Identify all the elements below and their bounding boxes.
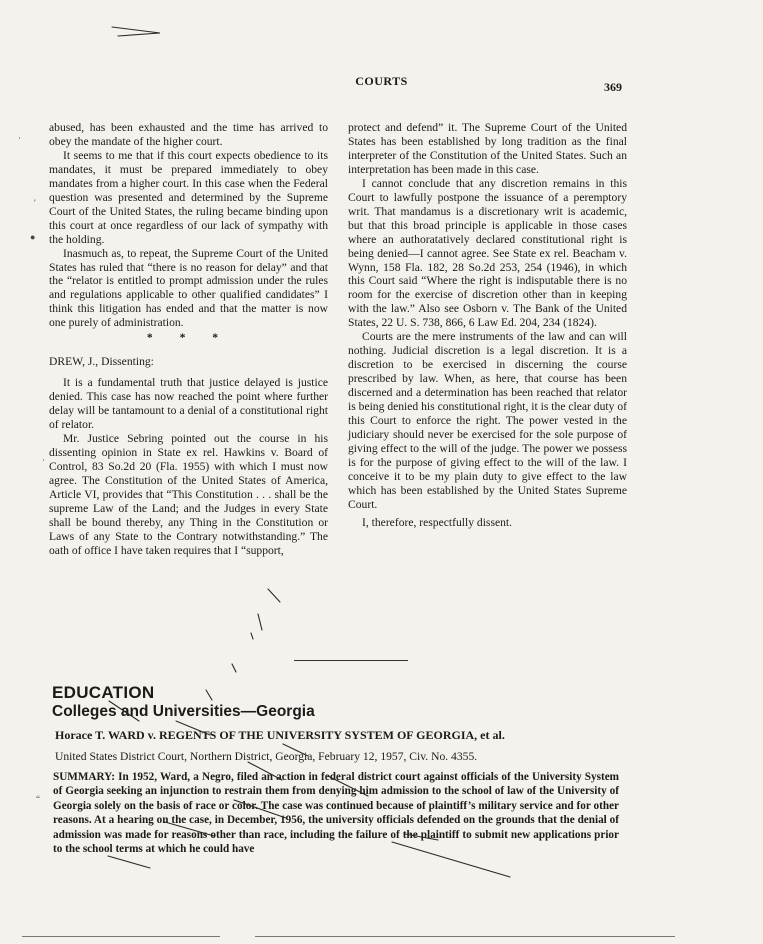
right-column bbox=[348, 121, 627, 530]
left-column bbox=[49, 121, 328, 558]
paragraph: It is a fundamental truth that justice delayed is justice denied. This case has now reached the point where further delay will be tantamount to a denial of a constitutional right of relator. bbox=[49, 376, 328, 432]
scan-speck: ● bbox=[30, 232, 36, 242]
case-summary bbox=[53, 770, 619, 856]
paragraph: Inasmuch as, to repeat, the Supreme Court of the United States has ruled that “there is no reason for delay” and that the “relator is entitled to prompt admission under the rules and regulations applicable to other qualified candidates” I think this litigation has ended and that the matter is now one purely of administration. bbox=[49, 246, 328, 330]
section-break-asterisks: * * * bbox=[146, 331, 231, 345]
pencil-stroke bbox=[268, 589, 280, 602]
paragraph: protect and defend” it. The Supreme Court of the United States has been established by long tradition as the final interpreter of the Constitution of the United States. Such an interpretation has been made in this case. bbox=[348, 121, 627, 176]
bottom-edge-rule bbox=[255, 936, 675, 937]
pencil-stroke bbox=[232, 664, 236, 672]
pencil-stroke bbox=[251, 633, 253, 639]
court-citation: United States District Court, Northern District, Georgia, February 12, 1957, Civ. No. 4355. bbox=[55, 750, 478, 763]
scan-speck: · bbox=[42, 455, 45, 465]
section-subheading: Colleges and Universities—Georgia bbox=[52, 703, 315, 720]
paragraph: Mr. Justice Sebring pointed out the course in his dissenting opinion in State ex rel. Hawkins v. Board of Control, 83 So.2d 20 (Fla. 1955) with which I must now agree. The Constitution of the United States of America, Article VI, provides that “This Constitution . . . shall be the supreme Law of the Land; and the Judges in every State shall be bound thereby, any Thing in the Constitution or Laws of any State to the Contrary notwithstanding.” The oath of office I have taken requires that I “support, bbox=[49, 432, 328, 557]
pencil-stroke bbox=[258, 614, 262, 630]
section-heading: EDUCATION bbox=[52, 683, 155, 702]
scan-speck: · bbox=[18, 133, 21, 143]
pencil-stroke bbox=[112, 27, 160, 36]
paragraph: Courts are the mere instruments of the law and can will nothing. Judicial discretion is a legal discretion. It is a discretion to be exercised in discerning the course prescribed by law. When, as here, that course has been discerned and a determination has been reached that relator is being denied his constitutional right, it is the clear duty of this Court to enforce the right. The power vested in the judiciary should never be exercised for the sole purpose of giving effect to the will of the judge. The power we possess is for the purpose of giving effect to the will of the law. I conceive it to be my plain duty to give effect to the law which has been established by the United States Supreme Court. bbox=[348, 330, 627, 511]
paragraph: I cannot conclude that any discretion remains in this Court to lawfully postpone the issuance of a peremptory writ. That mandamus is a discretionary writ is academic, but that this broad principle is applicable in those cases where an authoratatively declared constitutional right is being denied—I cannot agree. See State ex rel. Beacham v. Wynn, 158 Fla. 182, 28 So.2d 253, 254 (1946), in which this Court said “Where the right is indisputable there is no room for the exercise of discretion other than in keeping with the law.” Also see Osborn v. The Bank of the United States, 22 U. S. 738, 866, 6 Law Ed. 204, 234 (1824). bbox=[348, 176, 627, 330]
paragraph: I, therefore, respectfully dissent. bbox=[362, 515, 513, 529]
paragraph: abused, has been exhausted and the time has arrived to obey the mandate of the higher court. bbox=[49, 121, 328, 148]
separator-rule bbox=[294, 660, 408, 661]
scan-speck: “ bbox=[36, 794, 40, 804]
pencil-stroke bbox=[206, 690, 212, 700]
running-head: COURTS bbox=[355, 74, 408, 88]
page-number: 369 bbox=[604, 80, 622, 94]
paragraph: It seems to me that if this court expects obedience to its mandates, it must be prepared immediately to obey mandates from a higher court. In this case when the Federal question was presented and determined by the Supreme Court of the United States, the ruling became binding upon this court at once regardless of our lack of sympathy with the holding. bbox=[49, 148, 328, 246]
scan-speck: ′ bbox=[34, 198, 36, 208]
case-title: Horace T. WARD v. REGENTS OF THE UNIVERSITY SYSTEM OF GEORGIA, et al. bbox=[55, 728, 505, 742]
summary-text: SUMMARY: In 1952, Ward, a Negro, filed an action in federal district court against officials of the University System of Georgia seeking an injunction to restrain them from denying him admission to the school of law of the University of Georgia solely on the basis of race or color. The case was continued because of plaintiff’s military service and for other reasons. At a hearing on the case, in December, 1956, the university officials defended on the grounds that the denial of admission was made for reasons other than race, including the failure of the plaintiff to submit new applications prior to the school terms at which he could have bbox=[53, 771, 619, 856]
pencil-stroke bbox=[108, 856, 150, 868]
bottom-edge-rule bbox=[22, 936, 220, 937]
dissent-heading: DREW, J., Dissenting: bbox=[49, 355, 154, 369]
